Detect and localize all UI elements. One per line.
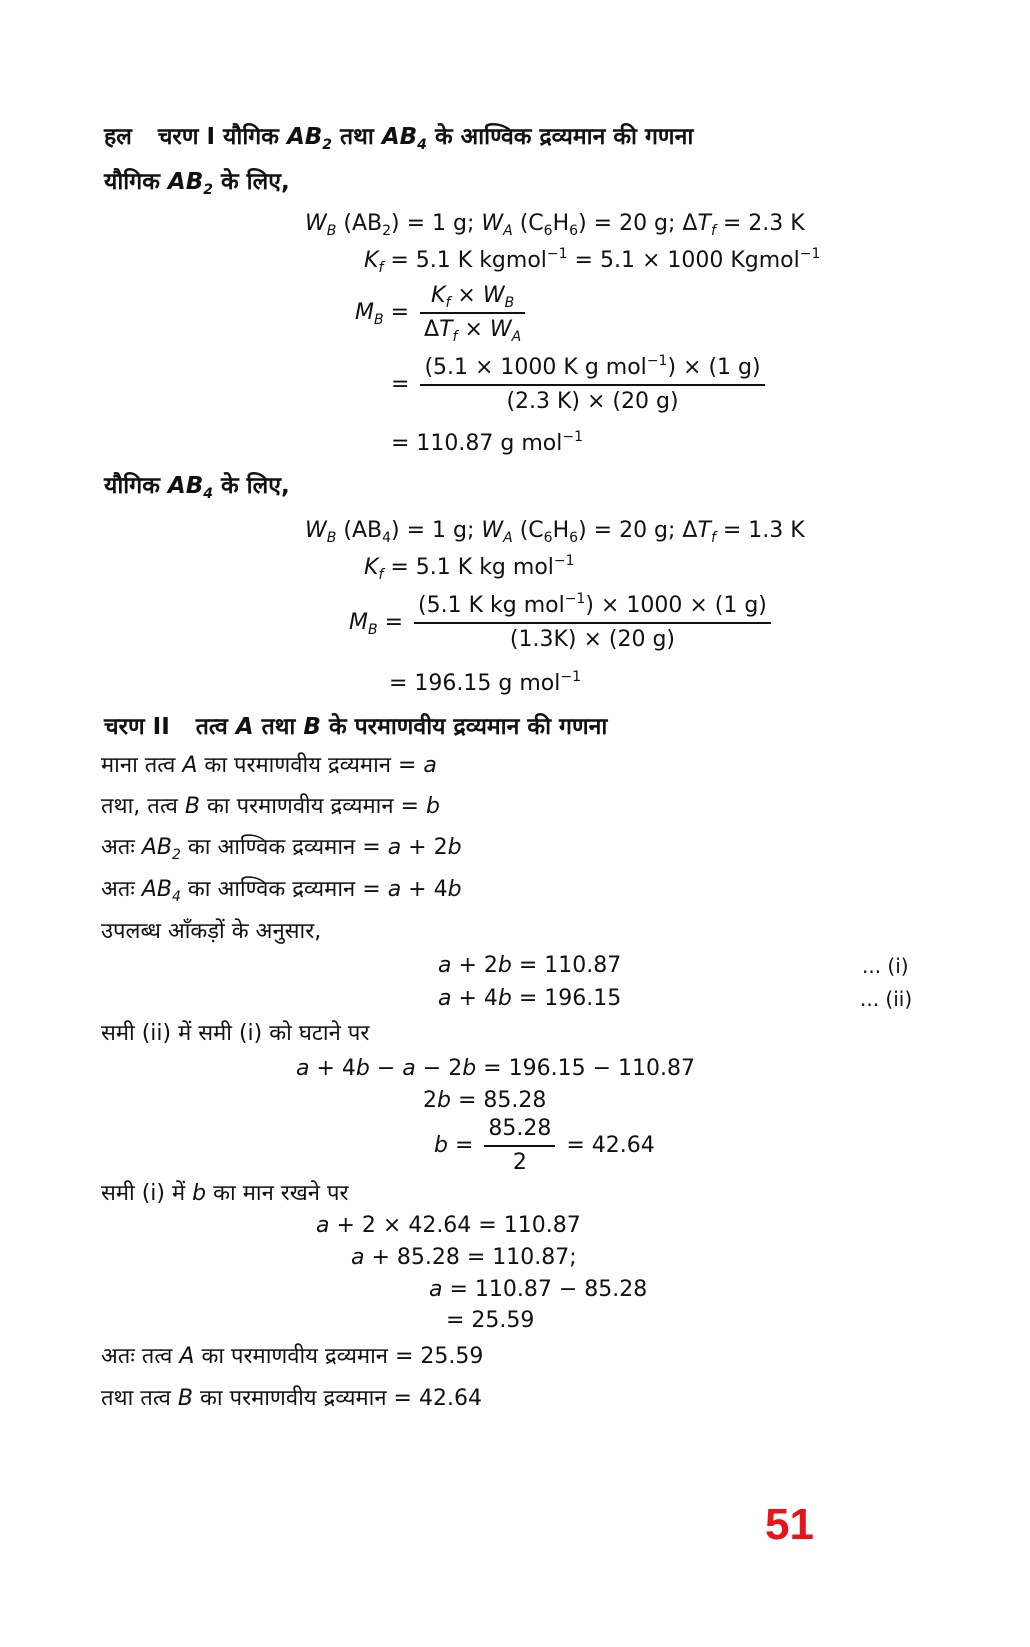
ab2-kf-line: $K_f = 5.1$ K kgmol$^{-1}$ = 5.1 × 1000 Kgmol$^{-1}$ [364,246,821,276]
ab4-mass-expr: अतः $AB_4$ का आण्विक द्रव्यमान = a + 4b [101,877,462,905]
conclusion-a: अतः तत्व A का परमाणवीय द्रव्यमान = 25.59 [101,1344,484,1369]
ab2-intro: यौगिक $AB_2$ के लिए, [104,169,290,198]
conclusion-b: तथा तत्व B का परमाणवीय द्रव्यमान = 42.64 [101,1386,482,1411]
ab2-substitution-fraction: $\frac{(5.1 \times 1000 K g mol^{-1}) \times (1 g)}{(2.3 K) \times (20 g)}$ [420,354,764,416]
subtract-intro: समी (ii) में समी (i) को घटाने पर [101,1021,370,1046]
substitute-line-1: a + 2 × 42.64 = 110.87 [316,1213,581,1238]
data-intro: उपलब्ध आँकड़ों के अनुसार, [101,919,322,944]
page-number: 51 [765,1500,814,1549]
equation-1-tag: ... (i) [862,954,909,978]
ab2-given-line: $W_B$ $(AB_2) = 1$ g; $W_A$ $(C_6H_6) = 20$ g; $\Delta T_f = 2.3$ K [305,211,805,239]
subtract-line-3: b = $\frac{85.28}{2}$ = 42.64 [434,1116,655,1175]
ab4-given-line: $W_B$ $(AB_4) = 1$ g; $W_A$ $(C_6H_6) = 20$ g; $\Delta T_f = 1.3$ K [305,518,805,546]
ab4-formula: $M_B$ = $\frac{(5.1 K kg mol^{-1}) \times 1000 \times (1 g)}{(1.3K) \times (20 g)}$ [349,592,775,654]
ab4-result: = 196.15 g mol$^{-1}$ [389,669,581,696]
step2-heading: चरण II तत्व A तथा B के परमाणवीय द्रव्यमान की गणना [104,714,608,740]
substitute-line-4: = 25.59 [446,1308,535,1333]
equation-1: a + 2b = 110.87 [438,953,622,978]
ab4-intro: यौगिक $AB_4$ के लिए, [104,473,290,502]
assume-b: तथा, तत्व B का परमाणवीय द्रव्यमान = b [101,794,440,819]
substitute-line-3: a = 110.87 − 85.28 [429,1277,648,1302]
molar-mass-formula-fraction: $\frac{K_f \times W_B}{\Delta T_f \times W_A}$ [420,282,525,344]
substitute-line-2: a + 85.28 = 110.87; [351,1245,577,1270]
b-fraction: $\frac{85.28}{2}$ [484,1115,555,1177]
equation-2: a + 4b = 196.15 [438,986,622,1011]
subtract-line-1: a + 4b − a − 2b = 196.15 − 110.87 [296,1056,695,1081]
ab2-mass-expr: अतः $AB_2$ का आण्विक द्रव्यमान = a + 2b [101,835,462,863]
equation-2-tag: ... (ii) [860,987,913,1011]
ab4-kf-line: $K_f = 5.1$ K kg mol$^{-1}$ [364,553,575,583]
substitute-intro: समी (i) में b का मान रखने पर [101,1181,349,1206]
subtract-line-2: 2b = 85.28 [423,1088,547,1113]
ab4-substitution-fraction: $\frac{(5.1 K kg mol^{-1}) \times 1000 \times (1 g)}{(1.3K) \times (20 g)}$ [414,592,771,654]
assume-a: माना तत्व A का परमाणवीय द्रव्यमान = a [101,753,437,778]
ab2-substitution: = $\frac{(5.1 \times 1000 K g mol^{-1}) \times (1 g)}{(2.3 K) \times (20 g)}$ [391,354,769,416]
ab2-formula: $M_B$ = $\frac{K_f \times W_B}{\Delta T_f \times W_A}$ [355,282,529,344]
ab2-result: = 110.87 g mol$^{-1}$ [391,429,583,456]
solution-heading: हल चरण I यौगिक $AB_2$ तथा $AB_4$ के आण्विक द्रव्यमान की गणना [104,124,694,153]
